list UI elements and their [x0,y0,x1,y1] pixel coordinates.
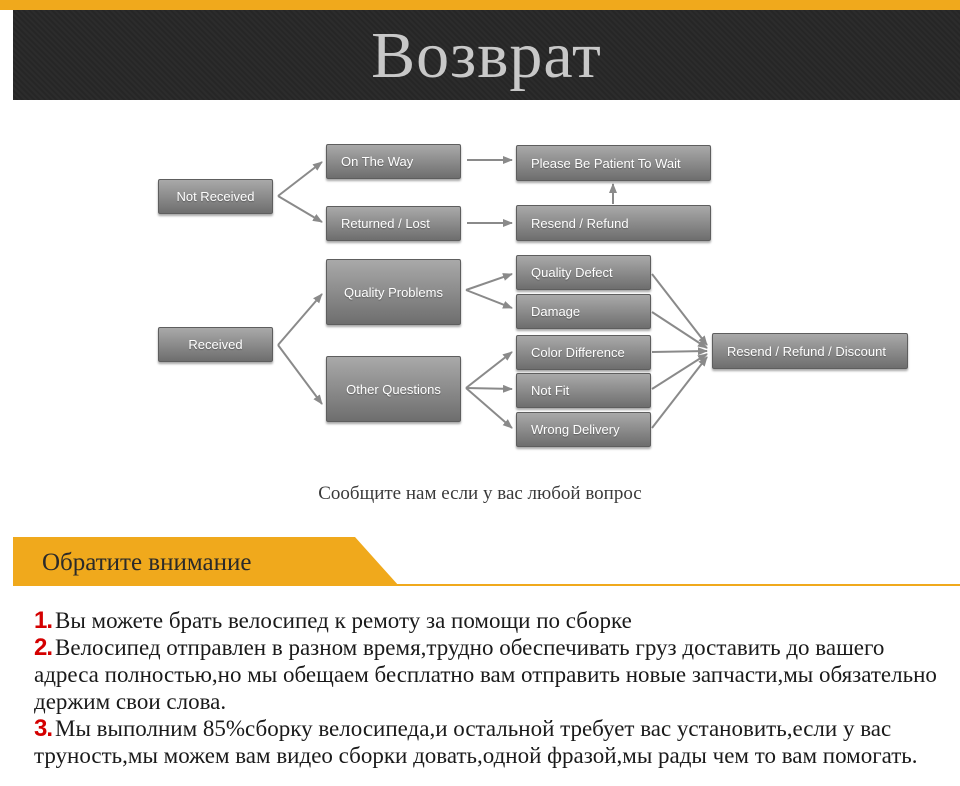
arrow-received-other [278,345,322,404]
arrow-notreceived-ontheway [278,162,322,196]
node-received: Received [158,327,273,362]
arrow-quality-defect [466,274,512,290]
note-text: Мы выполним 85%сборку велосипеда,и остальной требует вас установить,если у вас труность,мы можем вам видео сборки довать,одной фразой,мы рады чем то вам помогать. [34,716,918,768]
node-on-the-way: On The Way [326,144,461,179]
arrow-notreceived-returned [278,196,322,222]
note-number: 2. [34,634,53,661]
arrow-damage-final [652,312,707,348]
arrow-color-final [652,351,707,352]
arrow-notfit-final [652,354,707,389]
note-text: Велосипед отправлен в разном время,трудно обеспечивать груз доставить до вашего адреса полностью,но мы обещаем бесплатно вам отправить новые запчасти,мы обязательно держим свои слова. [34,635,937,714]
node-resend-refund: Resend / Refund [516,205,711,241]
arrow-defect-final [652,274,707,345]
arrow-other-notfit [466,388,512,389]
node-resend-refund-discount: Resend / Refund / Discount [712,333,908,369]
node-not-fit: Not Fit [516,373,651,408]
note-item [34,607,949,634]
node-other-questions: Other Questions [326,356,461,422]
node-wrong-delivery: Wrong Delivery [516,412,651,447]
page-title: Возврат [371,19,602,92]
node-quality-defect: Quality Defect [516,255,651,290]
contact-message: Сообщите нам если у вас любой вопрос [318,483,642,504]
arrow-wrong-final [652,357,707,428]
note-number: 1. [34,607,53,634]
node-returned-lost: Returned / Lost [326,206,461,241]
node-not-received: Not Received [158,179,273,214]
node-quality-problems: Quality Problems [326,259,461,325]
arrow-other-color [466,352,512,388]
node-color-difference: Color Difference [516,335,651,370]
node-please-wait: Please Be Patient To Wait [516,145,711,181]
note-text: Вы можете брать велосипед к ремоту за помощи по сборке [55,608,632,633]
note-number: 3. [34,715,53,742]
arrow-quality-damage [466,290,512,308]
node-damage: Damage [516,294,651,329]
note-item [34,634,949,715]
note-item [34,715,949,769]
attention-title: Обратите внимание [42,549,252,576]
arrow-received-quality [278,294,322,345]
arrow-other-wrong [466,388,512,428]
notes-list [34,607,949,769]
